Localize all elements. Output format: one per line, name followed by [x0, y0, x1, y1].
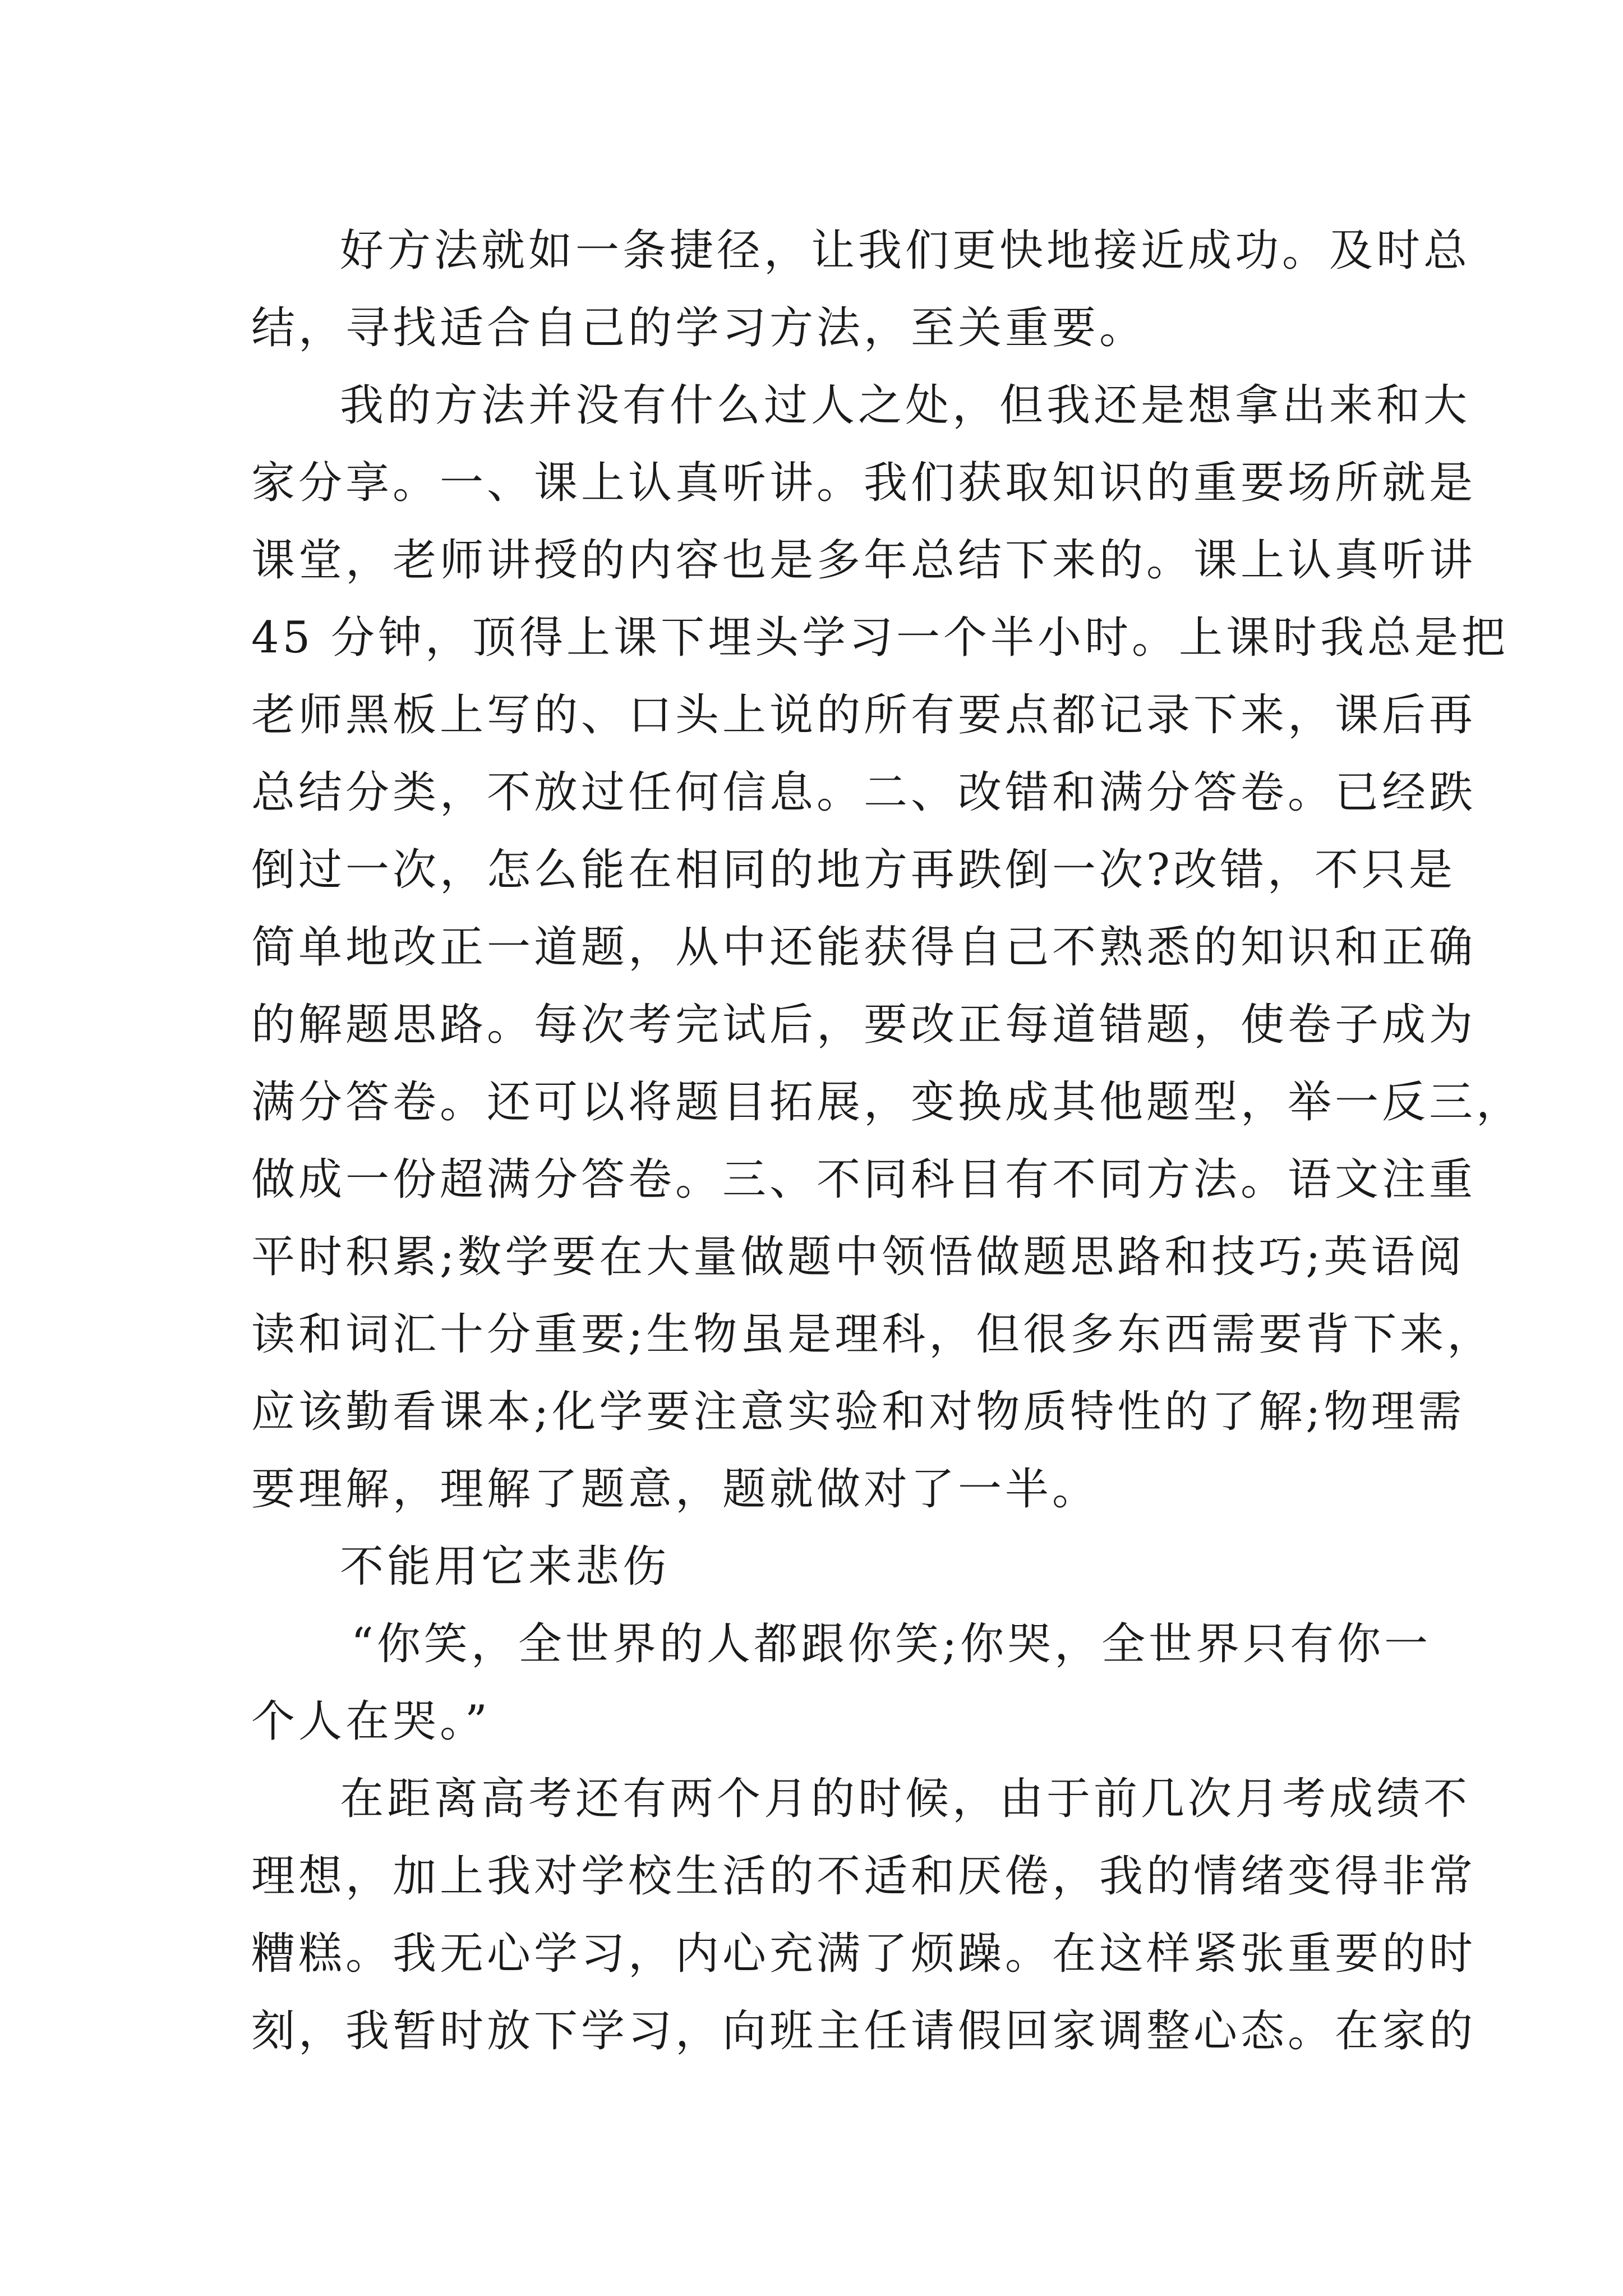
paragraph-line: 刻，我暂时放下学习，向班主任请假回家调整心态。在家的 [251, 2006, 1477, 2056]
paragraph-line: 要理解，理解了题意，题就做对了一半。 [251, 1464, 1100, 1515]
paragraph-line: 好方法就如一条捷径，让我们更快地接近成功。及时总 [340, 226, 1471, 276]
paragraph-line: 总结分类，不放过任何信息。二、改错和满分答卷。已经跌 [251, 767, 1477, 818]
paragraph-line: 家分享。一、课上认真听讲。我们获取知识的重要场所就是 [251, 458, 1477, 508]
paragraph-line: 做成一份超满分答卷。三、不同科目有不同方法。语文注重 [251, 1154, 1477, 1205]
paragraph-line: 读和词汇十分重要;生物虽是理科，但很多东西需要背下来， [251, 1309, 1495, 1360]
paragraph-line: 倒过一次，怎么能在相同的地方再跌倒一次?改错，不只是 [251, 845, 1456, 895]
paragraph-line: 结，寻找适合自己的学习方法，至关重要。 [251, 303, 1147, 353]
paragraph-line: 平时积累;数学要在大量做题中领悟做题思路和技巧;英语阅 [251, 1232, 1465, 1282]
paragraph-line: 简单地改正一道题，从中还能获得自己不熟悉的知识和正确 [251, 922, 1477, 973]
paragraph-line: 在距离高考还有两个月的时候，由于前几次月考成绩不 [340, 1774, 1471, 1824]
paragraph-line: 老师黑板上写的、口头上说的所有要点都记录下来，课后再 [251, 690, 1477, 740]
paragraph-line: 课堂，老师讲授的内容也是多年总结下来的。课上认真听讲 [251, 535, 1477, 586]
paragraph-line: 应该勤看课本;化学要注意实验和对物质特性的了解;物理需 [251, 1387, 1465, 1437]
paragraph-line: 理想，加上我对学校生活的不适和厌倦，我的情绪变得非常 [251, 1851, 1477, 1902]
quote-line: “你笑，全世界的人都跟你笑;你哭，全世界只有你一 [351, 1619, 1432, 1669]
body-text [251, 212, 1524, 2070]
quote-line: 个人在哭。” [251, 1696, 491, 1747]
paragraph-line: 我的方法并没有什么过人之处，但我还是想拿出来和大 [340, 380, 1471, 431]
paragraph-line: 45 分钟，顶得上课下埋头学习一个半小时。上课时我总是把 [251, 613, 1509, 663]
paragraph-line: 满分答卷。还可以将题目拓展，变换成其他题型，举一反三， [251, 1077, 1524, 1128]
paragraph-line: 糟糕。我无心学习，内心充满了烦躁。在这样紧张重要的时 [251, 1929, 1477, 1979]
section-heading: 不能用它来悲伤 [340, 1542, 670, 1592]
paragraph-line: 的解题思路。每次考完试后，要改正每道错题，使卷子成为 [251, 1000, 1477, 1050]
